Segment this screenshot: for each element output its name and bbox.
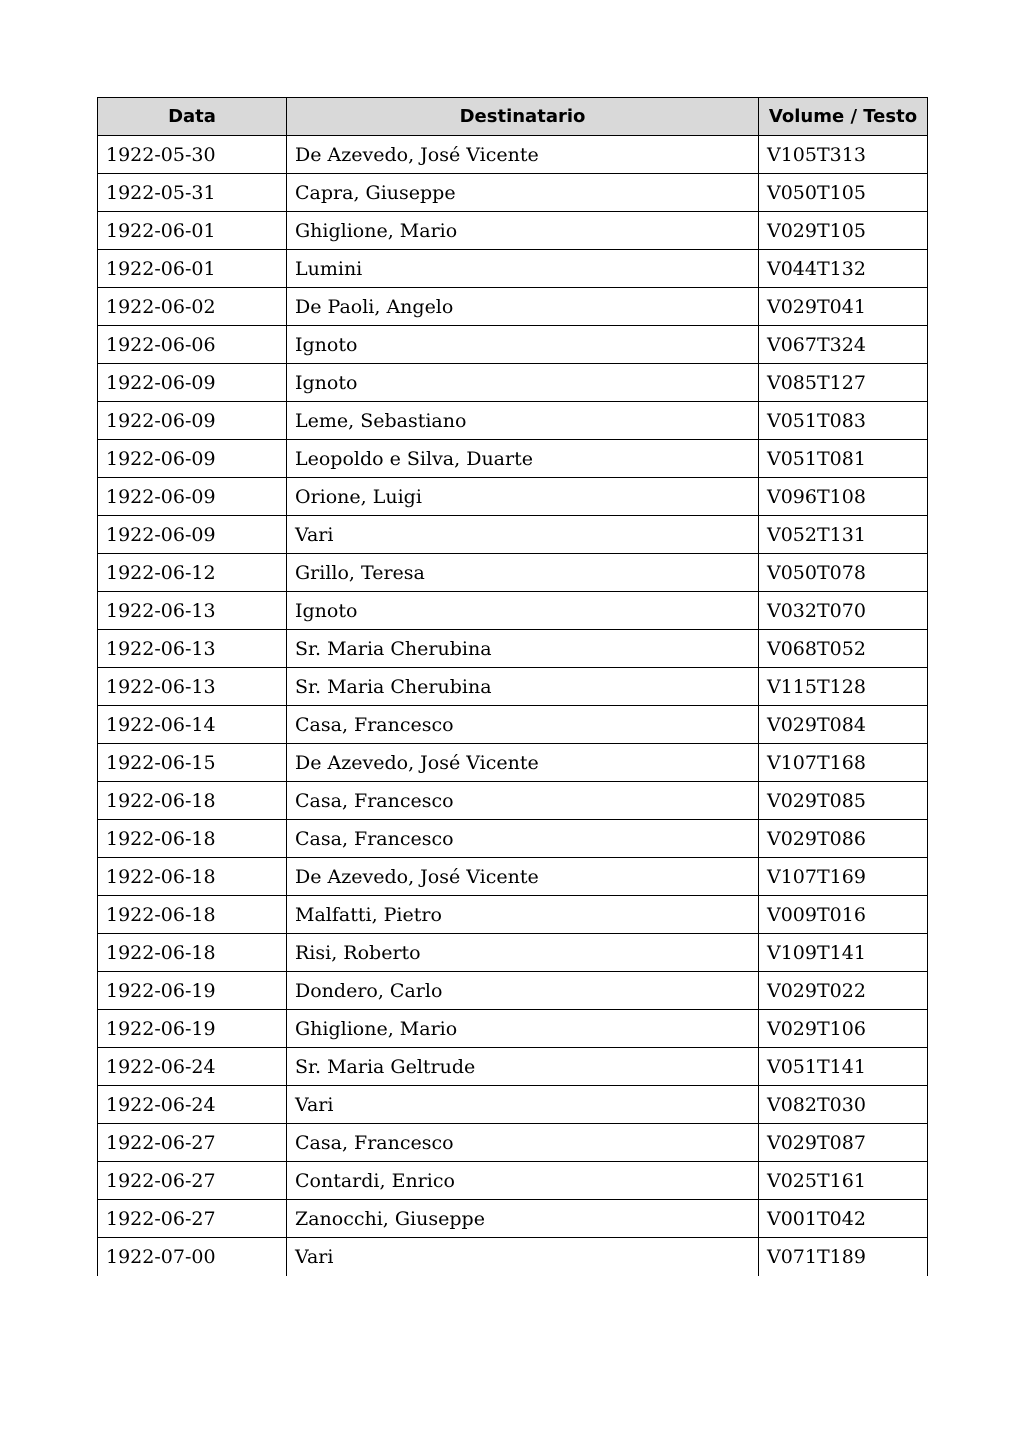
date-cell: 1922-06-27: [98, 1200, 287, 1238]
volume-text-cell: V029T087: [759, 1124, 928, 1162]
table-row: [98, 1162, 928, 1200]
recipient-cell: Casa, Francesco: [287, 820, 759, 858]
recipient-cell: De Azevedo, José Vicente: [287, 744, 759, 782]
header-row: [98, 98, 928, 136]
volume-text-cell: V107T169: [759, 858, 928, 896]
date-cell: 1922-06-09: [98, 440, 287, 478]
volume-text-cell: V096T108: [759, 478, 928, 516]
volume-text-cell: V115T128: [759, 668, 928, 706]
recipient-cell: Leopoldo e Silva, Duarte: [287, 440, 759, 478]
table-row: [98, 1238, 928, 1276]
table-row: [98, 1200, 928, 1238]
recipient-cell: Vari: [287, 1238, 759, 1276]
table-row: [98, 174, 928, 212]
volume-text-cell: V009T016: [759, 896, 928, 934]
volume-text-cell: V105T313: [759, 136, 928, 174]
volume-text-cell: V032T070: [759, 592, 928, 630]
volume-text-cell: V029T041: [759, 288, 928, 326]
table-row: [98, 440, 928, 478]
volume-text-cell: V052T131: [759, 516, 928, 554]
date-cell: 1922-06-02: [98, 288, 287, 326]
date-cell: 1922-06-18: [98, 820, 287, 858]
date-cell: 1922-06-18: [98, 858, 287, 896]
letters-table: [97, 97, 928, 1276]
recipient-cell: Vari: [287, 516, 759, 554]
volume-text-cell: V082T030: [759, 1086, 928, 1124]
volume-text-cell: V029T086: [759, 820, 928, 858]
date-cell: 1922-06-13: [98, 668, 287, 706]
recipient-cell: De Azevedo, José Vicente: [287, 136, 759, 174]
letters-table-container: [97, 97, 927, 1276]
recipient-cell: Ignoto: [287, 326, 759, 364]
recipient-cell: Malfatti, Pietro: [287, 896, 759, 934]
volume-text-cell: V029T106: [759, 1010, 928, 1048]
table-row: [98, 820, 928, 858]
date-cell: 1922-06-27: [98, 1162, 287, 1200]
table-header: [98, 98, 928, 136]
recipient-cell: Grillo, Teresa: [287, 554, 759, 592]
volume-text-cell: V071T189: [759, 1238, 928, 1276]
header-date: Data: [98, 98, 287, 136]
date-cell: 1922-06-09: [98, 478, 287, 516]
table-row: [98, 516, 928, 554]
date-cell: 1922-06-14: [98, 706, 287, 744]
date-cell: 1922-06-27: [98, 1124, 287, 1162]
volume-text-cell: V051T083: [759, 402, 928, 440]
table-row: [98, 478, 928, 516]
table-row: [98, 326, 928, 364]
volume-text-cell: V044T132: [759, 250, 928, 288]
volume-text-cell: V109T141: [759, 934, 928, 972]
volume-text-cell: V067T324: [759, 326, 928, 364]
table-body: [98, 136, 928, 1276]
recipient-cell: Capra, Giuseppe: [287, 174, 759, 212]
table-row: [98, 554, 928, 592]
volume-text-cell: V051T081: [759, 440, 928, 478]
date-cell: 1922-06-19: [98, 972, 287, 1010]
volume-text-cell: V051T141: [759, 1048, 928, 1086]
recipient-cell: De Azevedo, José Vicente: [287, 858, 759, 896]
volume-text-cell: V029T105: [759, 212, 928, 250]
date-cell: 1922-06-18: [98, 934, 287, 972]
table-row: [98, 402, 928, 440]
recipient-cell: Ghiglione, Mario: [287, 1010, 759, 1048]
table-row: [98, 1124, 928, 1162]
date-cell: 1922-06-24: [98, 1086, 287, 1124]
recipient-cell: Ignoto: [287, 592, 759, 630]
table-row: [98, 1086, 928, 1124]
volume-text-cell: V025T161: [759, 1162, 928, 1200]
date-cell: 1922-06-13: [98, 630, 287, 668]
date-cell: 1922-05-31: [98, 174, 287, 212]
recipient-cell: Casa, Francesco: [287, 1124, 759, 1162]
table-row: [98, 668, 928, 706]
recipient-cell: Zanocchi, Giuseppe: [287, 1200, 759, 1238]
header-volume-text: Volume / Testo: [759, 98, 928, 136]
recipient-cell: Sr. Maria Cherubina: [287, 668, 759, 706]
table-row: [98, 250, 928, 288]
recipient-cell: Casa, Francesco: [287, 706, 759, 744]
recipient-cell: Vari: [287, 1086, 759, 1124]
table-row: [98, 212, 928, 250]
recipient-cell: Risi, Roberto: [287, 934, 759, 972]
recipient-cell: Casa, Francesco: [287, 782, 759, 820]
date-cell: 1922-06-15: [98, 744, 287, 782]
volume-text-cell: V029T085: [759, 782, 928, 820]
table-row: [98, 630, 928, 668]
recipient-cell: Sr. Maria Cherubina: [287, 630, 759, 668]
table-row: [98, 858, 928, 896]
volume-text-cell: V029T084: [759, 706, 928, 744]
table-row: [98, 364, 928, 402]
table-row: [98, 592, 928, 630]
table-row: [98, 896, 928, 934]
date-cell: 1922-06-09: [98, 364, 287, 402]
recipient-cell: Lumini: [287, 250, 759, 288]
date-cell: 1922-06-18: [98, 782, 287, 820]
recipient-cell: Ghiglione, Mario: [287, 212, 759, 250]
table-row: [98, 1010, 928, 1048]
recipient-cell: De Paoli, Angelo: [287, 288, 759, 326]
volume-text-cell: V107T168: [759, 744, 928, 782]
date-cell: 1922-06-24: [98, 1048, 287, 1086]
date-cell: 1922-06-01: [98, 212, 287, 250]
volume-text-cell: V029T022: [759, 972, 928, 1010]
recipient-cell: Ignoto: [287, 364, 759, 402]
table-row: [98, 288, 928, 326]
table-row: [98, 1048, 928, 1086]
recipient-cell: Dondero, Carlo: [287, 972, 759, 1010]
table-row: [98, 706, 928, 744]
date-cell: 1922-06-01: [98, 250, 287, 288]
date-cell: 1922-06-12: [98, 554, 287, 592]
recipient-cell: Sr. Maria Geltrude: [287, 1048, 759, 1086]
volume-text-cell: V050T078: [759, 554, 928, 592]
date-cell: 1922-06-09: [98, 402, 287, 440]
date-cell: 1922-07-00: [98, 1238, 287, 1276]
recipient-cell: Contardi, Enrico: [287, 1162, 759, 1200]
date-cell: 1922-06-19: [98, 1010, 287, 1048]
volume-text-cell: V001T042: [759, 1200, 928, 1238]
header-recipient: Destinatario: [287, 98, 759, 136]
table-row: [98, 136, 928, 174]
date-cell: 1922-06-13: [98, 592, 287, 630]
volume-text-cell: V085T127: [759, 364, 928, 402]
date-cell: 1922-06-18: [98, 896, 287, 934]
volume-text-cell: V050T105: [759, 174, 928, 212]
recipient-cell: Leme, Sebastiano: [287, 402, 759, 440]
recipient-cell: Orione, Luigi: [287, 478, 759, 516]
volume-text-cell: V068T052: [759, 630, 928, 668]
date-cell: 1922-05-30: [98, 136, 287, 174]
date-cell: 1922-06-09: [98, 516, 287, 554]
table-row: [98, 972, 928, 1010]
date-cell: 1922-06-06: [98, 326, 287, 364]
table-row: [98, 934, 928, 972]
table-row: [98, 782, 928, 820]
table-row: [98, 744, 928, 782]
